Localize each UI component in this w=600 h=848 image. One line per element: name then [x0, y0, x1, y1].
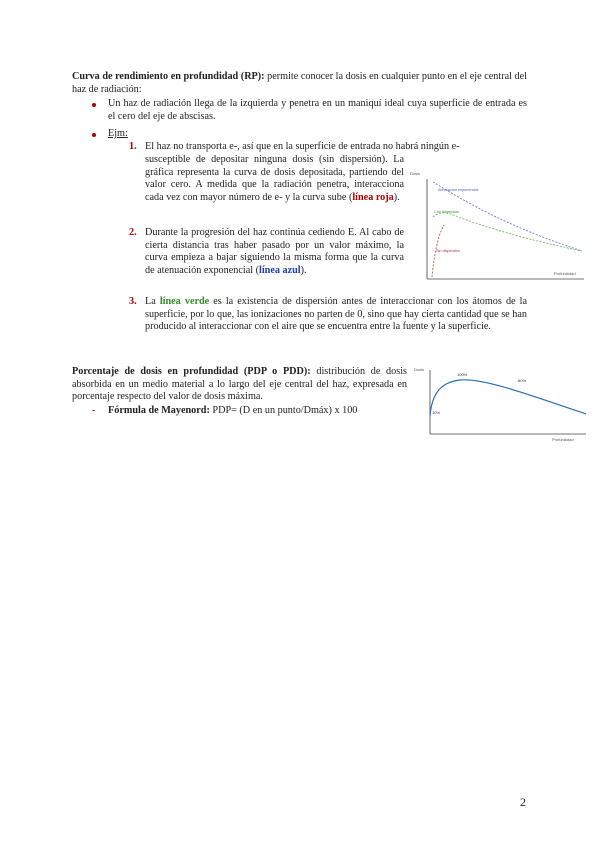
item-3-body: es la existencia de dispersión antes de interaccionar con los átomos de la superficie, por lo que, las ionizaciones no parten de 0, sino que hay cierta cantidad que se han producido al interaccionar con el aire que se encuentra entre la fuente y la superficie. [145, 296, 527, 333]
item-2-number: 2. [129, 227, 137, 238]
fig1-x-label: Profundidad [554, 271, 576, 276]
bullet-dot [92, 103, 96, 107]
pdp-paragraph [72, 366, 407, 404]
pdp-intro: distribución de dosis absorbida en un medio material a lo largo del eje central del haz, expresada en porcentaje respecto del valor de dosis máxima. [72, 366, 407, 403]
fig1-y-label: Dosis [410, 171, 421, 176]
formula-dash: - [92, 405, 96, 416]
rp-bullet-2: Ejm: [108, 128, 128, 139]
page-number: 2 [520, 795, 526, 809]
fig1-label-blue: Atenuación exponencial [438, 188, 479, 192]
formula-text: PDP= (D en un punto/Dmáx) x 100 [209, 405, 358, 416]
fig2-label-100: 100% [457, 372, 468, 377]
item-1-number: 1. [129, 141, 137, 152]
item-2-text [145, 227, 404, 277]
figure-2-pdp-curve [412, 362, 588, 444]
rp-intro: permite conocer la dosis en cualquier punto en el eje central del haz de radiación: [72, 71, 527, 95]
item-1-end: ). [393, 191, 400, 203]
blue-line-highlight: línea azul [259, 264, 301, 276]
rp-paragraph [72, 71, 527, 96]
item-1-text [145, 154, 404, 204]
formula-label: Fórmula de Mayenord: [108, 405, 210, 416]
fig2-label-80: 80% [518, 378, 527, 383]
rp-title: Curva de rendimiento en profundidad (RP): [72, 71, 265, 82]
item-2-end: ). [300, 264, 307, 276]
item-3-start: La [145, 296, 160, 307]
fig2-pdp-curve [430, 380, 586, 416]
bullet-dot [92, 133, 96, 137]
figure-1-depth-dose-curves [408, 165, 586, 293]
fig2-y-label: Dosis [414, 367, 425, 372]
item-3-text [145, 296, 527, 334]
item-3-number: 3. [129, 296, 137, 307]
fig2-x-label: Profundidad [552, 437, 574, 442]
fig1-green-curve [433, 213, 582, 251]
rp-bullet-1: Un haz de radiación llega de la izquierda y penetra en un maniquí ideal cuya superficie de entrada es el cero del eje de abscisas. [108, 98, 527, 122]
fig1-label-red: Sin dispersión [436, 249, 460, 253]
red-line-highlight: línea roja [352, 191, 394, 203]
fig2-label-10: 10% [432, 410, 441, 415]
fig1-label-green: Con dispersión [434, 210, 460, 214]
item-1-rest: susceptible de depositar ninguna dosis (sin dispersión). La gráfica representa la curva de dosis depositada, partiendo del valor cero. A medida que la radiación penetra, interacciona cada vez con mayor número de e- y la curva sube ( [145, 154, 404, 203]
fig1-blue-curve [433, 182, 582, 251]
formula-line [108, 405, 357, 418]
item-2-body: Durante la progresión del haz continúa cediendo E. Al cabo de cierta distancia tras haber pasado por un valor máximo, la curva empieza a bajar siguiendo la misma forma que la curva de atenuación exponencial ( [145, 227, 404, 276]
item-1-line1: El haz no transporta e-, así que en la superficie de entrada no habrá ningún e- [145, 141, 460, 152]
green-line-highlight: línea verde [159, 296, 210, 307]
pdp-title: Porcentaje de dosis en profundidad (PDP o PDD): [72, 366, 311, 377]
